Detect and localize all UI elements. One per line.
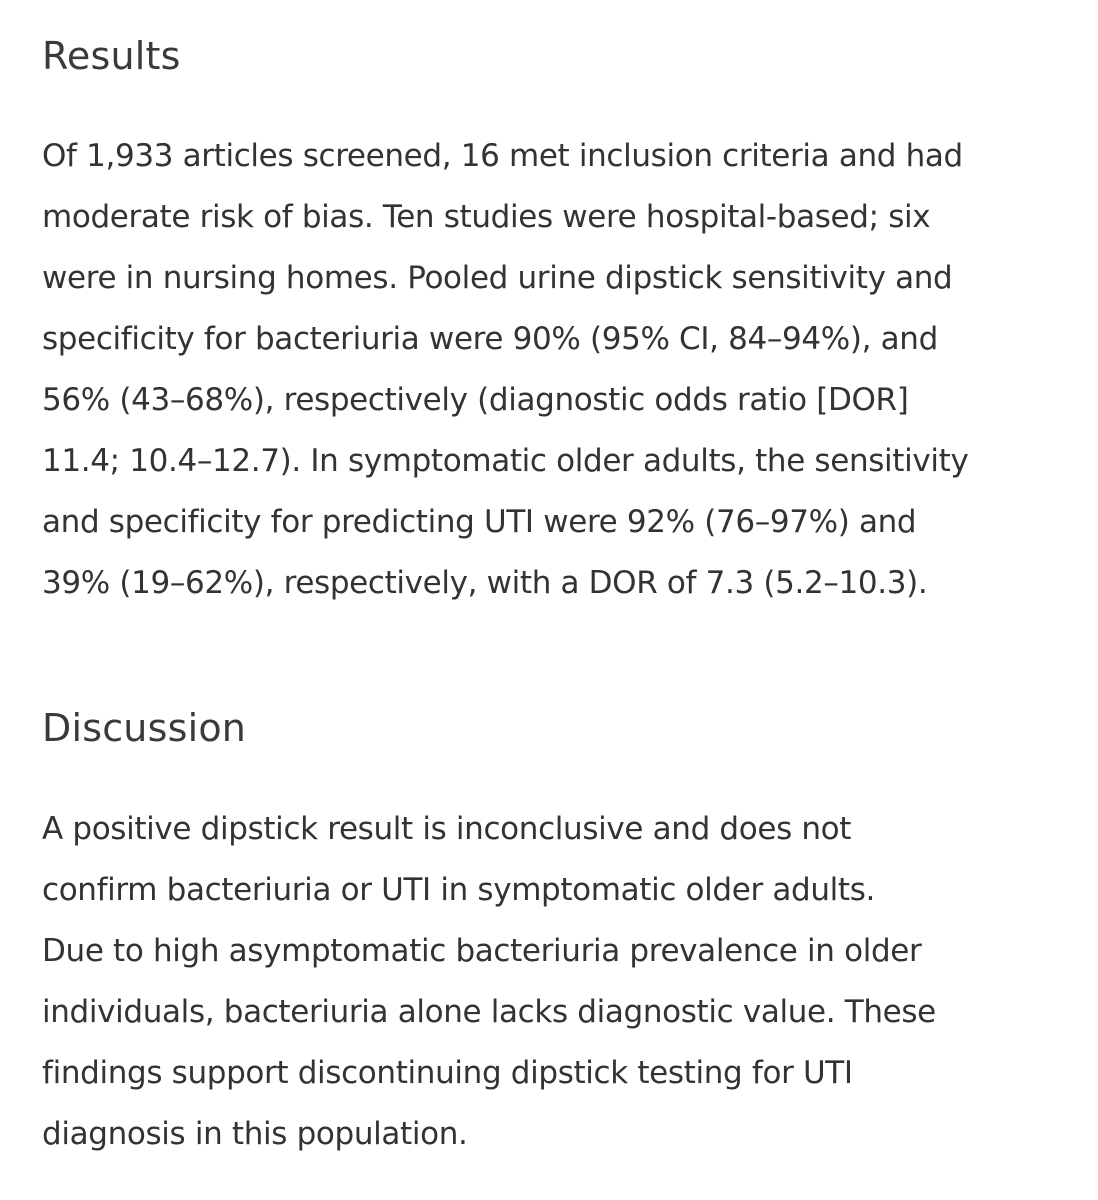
- results-line: 11.4; 10.4–12.7). In symptomatic older adults, the sensitivity: [42, 443, 969, 479]
- results-line: were in nursing homes. Pooled urine dipstick sensitivity and: [42, 260, 953, 296]
- discussion-line: diagnosis in this population.: [42, 1116, 468, 1152]
- discussion-paragraph: [42, 799, 936, 1165]
- discussion-line: Due to high asymptomatic bacteriuria prevalence in older: [42, 933, 922, 969]
- discussion-line: individuals, bacteriuria alone lacks diagnostic value. These: [42, 994, 936, 1030]
- results-paragraph: [42, 126, 968, 614]
- results-heading: Results: [42, 34, 181, 78]
- results-line: specificity for bacteriuria were 90% (95% CI, 84–94%), and: [42, 321, 938, 357]
- discussion-heading: Discussion: [42, 706, 247, 750]
- results-line: 56% (43–68%), respectively (diagnostic odds ratio [DOR]: [42, 382, 909, 418]
- results-line: Of 1,933 articles screened, 16 met inclusion criteria and had: [42, 138, 963, 174]
- results-line: moderate risk of bias. Ten studies were hospital-based; six: [42, 199, 931, 235]
- discussion-line: findings support discontinuing dipstick testing for UTI: [42, 1055, 853, 1091]
- results-line: and specificity for predicting UTI were 92% (76–97%) and: [42, 504, 917, 540]
- results-line: 39% (19–62%), respectively, with a DOR of 7.3 (5.2–10.3).: [42, 565, 928, 601]
- discussion-line: A positive dipstick result is inconclusive and does not: [42, 811, 852, 847]
- discussion-line: confirm bacteriuria or UTI in symptomatic older adults.: [42, 872, 876, 908]
